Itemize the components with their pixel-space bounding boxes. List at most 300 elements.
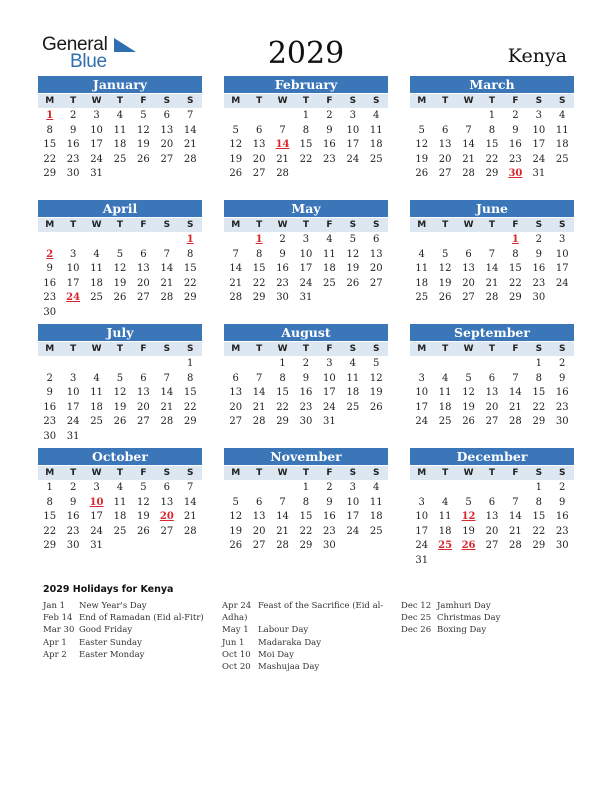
day-cell: 12 bbox=[438, 263, 452, 274]
day-cell: 18 bbox=[555, 139, 569, 150]
day-cell: 31 bbox=[532, 168, 546, 179]
day-cell: 23 bbox=[532, 277, 546, 289]
day-cell: 16 bbox=[532, 263, 546, 274]
month-january bbox=[38, 76, 202, 182]
day-cell: 2 bbox=[512, 110, 519, 121]
day-cell: 12 bbox=[113, 387, 127, 398]
day-cell: 2 bbox=[559, 482, 566, 493]
day-cell: 2 bbox=[46, 372, 53, 384]
day-cell: 15 bbox=[299, 139, 313, 150]
day-cell: 16 bbox=[276, 263, 289, 274]
weekday-label: S bbox=[373, 96, 380, 106]
day-cell: 14 bbox=[252, 387, 266, 398]
day-cell: 23 bbox=[555, 401, 569, 413]
day-grid bbox=[224, 233, 388, 306]
empty-day-cell bbox=[61, 233, 84, 248]
calendar-year: 2029 bbox=[267, 36, 345, 71]
holiday-day-cell: 25 bbox=[438, 540, 453, 551]
weekday-label: T bbox=[70, 96, 77, 106]
day-grid bbox=[224, 481, 388, 554]
weekday-label: W bbox=[91, 344, 102, 354]
holiday-day-cell: 10 bbox=[89, 496, 104, 508]
weekday-header-row bbox=[224, 342, 388, 356]
weekday-label: M bbox=[417, 468, 427, 478]
day-cell: 30 bbox=[555, 540, 569, 551]
holiday-day-cell: 1 bbox=[46, 110, 54, 121]
day-cell: 6 bbox=[465, 248, 472, 260]
day-grid bbox=[410, 357, 574, 430]
day-cell: 16 bbox=[43, 277, 57, 289]
holiday-day-cell: 26 bbox=[461, 540, 476, 551]
day-cell: 2 bbox=[535, 234, 542, 245]
day-cell: 26 bbox=[438, 292, 452, 303]
day-cell: 7 bbox=[187, 482, 194, 493]
holiday-row bbox=[43, 637, 227, 649]
holiday-row bbox=[43, 612, 227, 624]
empty-day-cell bbox=[433, 233, 456, 248]
month-header: June bbox=[410, 200, 574, 217]
empty-day-cell bbox=[247, 357, 270, 372]
weekday-label: T bbox=[256, 344, 263, 354]
day-cell: 5 bbox=[349, 234, 356, 245]
day-cell: 27 bbox=[252, 540, 266, 551]
day-cell: 9 bbox=[535, 248, 542, 260]
day-cell: 6 bbox=[488, 496, 496, 508]
day-cell: 25 bbox=[346, 401, 360, 413]
month-february bbox=[224, 76, 388, 182]
holiday-name: Easter Sunday bbox=[79, 637, 142, 648]
day-cell: 22 bbox=[509, 277, 522, 289]
day-cell: 7 bbox=[163, 248, 170, 260]
day-cell: 12 bbox=[229, 139, 243, 150]
day-cell: 28 bbox=[462, 168, 475, 179]
holiday-date: Feb 14 bbox=[43, 613, 73, 624]
holiday-row bbox=[43, 649, 227, 661]
weekday-label: W bbox=[463, 220, 474, 230]
day-cell: 11 bbox=[555, 124, 569, 136]
day-cell: 20 bbox=[252, 153, 266, 165]
day-cell: 10 bbox=[415, 511, 429, 522]
day-cell: 18 bbox=[323, 263, 336, 274]
day-cell: 7 bbox=[488, 248, 496, 260]
day-cell: 10 bbox=[415, 387, 429, 398]
weekday-label: F bbox=[326, 96, 333, 106]
holiday-name: New Year's Day bbox=[79, 601, 147, 611]
weekday-header-row bbox=[224, 218, 388, 232]
day-cell: 5 bbox=[465, 372, 472, 384]
month-october bbox=[38, 448, 202, 554]
day-cell: 3 bbox=[69, 248, 77, 260]
day-cell: 29 bbox=[43, 540, 57, 551]
day-cell: 21 bbox=[183, 511, 197, 522]
month-header: January bbox=[38, 76, 202, 93]
day-cell: 8 bbox=[46, 124, 53, 136]
holiday-date: Apr 1 bbox=[43, 637, 67, 648]
empty-day-cell bbox=[85, 357, 108, 372]
day-cell: 26 bbox=[346, 277, 360, 289]
day-cell: 29 bbox=[299, 540, 313, 551]
day-cell: 21 bbox=[252, 401, 266, 413]
day-grid bbox=[224, 357, 388, 430]
day-cell: 14 bbox=[462, 139, 475, 150]
day-cell: 11 bbox=[415, 263, 429, 274]
day-cell: 30 bbox=[323, 540, 336, 551]
month-november bbox=[224, 448, 388, 554]
day-cell: 3 bbox=[326, 358, 333, 369]
weekday-label: T bbox=[488, 344, 496, 354]
weekday-label: S bbox=[187, 468, 194, 478]
day-cell: 23 bbox=[299, 401, 313, 413]
day-cell: 1 bbox=[535, 358, 542, 369]
day-cell: 1 bbox=[302, 482, 310, 493]
holiday-column bbox=[222, 600, 406, 673]
day-cell: 23 bbox=[66, 153, 80, 165]
day-cell: 13 bbox=[160, 496, 174, 508]
day-cell: 13 bbox=[137, 263, 150, 274]
empty-day-cell bbox=[271, 109, 294, 124]
weekday-label: F bbox=[140, 468, 147, 478]
day-cell: 10 bbox=[90, 124, 103, 136]
empty-day-cell bbox=[155, 357, 178, 372]
empty-day-cell bbox=[433, 357, 456, 372]
day-cell: 17 bbox=[323, 387, 336, 398]
day-cell: 3 bbox=[559, 234, 566, 245]
holiday-name: Madaraka Day bbox=[258, 637, 322, 648]
day-cell: 22 bbox=[183, 277, 197, 289]
day-cell: 14 bbox=[485, 263, 499, 274]
weekday-label: M bbox=[231, 220, 241, 230]
day-cell: 28 bbox=[276, 168, 289, 179]
day-cell: 16 bbox=[66, 139, 80, 150]
day-cell: 24 bbox=[555, 277, 569, 289]
day-cell: 4 bbox=[93, 248, 100, 260]
weekday-label: T bbox=[256, 468, 263, 478]
day-cell: 28 bbox=[229, 292, 243, 303]
weekday-header-row bbox=[38, 342, 202, 356]
day-cell: 17 bbox=[555, 263, 569, 274]
empty-day-cell bbox=[224, 357, 247, 372]
day-cell: 29 bbox=[276, 416, 289, 427]
day-cell: 3 bbox=[302, 234, 310, 245]
weekday-label: M bbox=[45, 468, 55, 478]
day-cell: 10 bbox=[66, 387, 80, 398]
empty-day-cell bbox=[457, 109, 480, 124]
day-cell: 18 bbox=[369, 511, 383, 522]
weekday-label: T bbox=[302, 344, 310, 354]
day-cell: 17 bbox=[415, 525, 429, 537]
month-may bbox=[224, 200, 388, 306]
day-cell: 28 bbox=[485, 292, 499, 303]
day-cell: 11 bbox=[438, 511, 452, 522]
day-cell: 14 bbox=[183, 124, 197, 136]
day-cell: 19 bbox=[229, 525, 243, 537]
month-header: April bbox=[38, 200, 202, 217]
day-cell: 24 bbox=[346, 153, 360, 165]
day-cell: 31 bbox=[299, 292, 313, 303]
weekday-label: W bbox=[277, 344, 288, 354]
day-cell: 20 bbox=[160, 139, 174, 150]
day-cell: 18 bbox=[113, 511, 127, 522]
weekday-label: W bbox=[91, 96, 102, 106]
weekday-label: W bbox=[463, 344, 474, 354]
day-cell: 10 bbox=[532, 124, 546, 136]
weekday-label: S bbox=[559, 344, 566, 354]
day-cell: 25 bbox=[415, 292, 429, 303]
day-cell: 1 bbox=[535, 482, 542, 493]
day-cell: 17 bbox=[532, 139, 546, 150]
holiday-row-continuation bbox=[222, 612, 406, 624]
day-cell: 19 bbox=[462, 525, 475, 537]
weekday-label: T bbox=[442, 220, 449, 230]
weekday-label: T bbox=[256, 96, 263, 106]
empty-day-cell bbox=[433, 109, 456, 124]
day-cell: 1 bbox=[279, 358, 286, 369]
empty-day-cell bbox=[224, 481, 247, 496]
weekday-label: T bbox=[116, 220, 124, 230]
day-cell: 18 bbox=[369, 139, 383, 150]
day-cell: 27 bbox=[369, 277, 383, 289]
day-cell: 18 bbox=[113, 139, 127, 150]
holiday-name: Moi Day bbox=[258, 649, 294, 660]
day-grid bbox=[410, 481, 574, 568]
empty-day-cell bbox=[224, 109, 247, 124]
day-cell: 22 bbox=[532, 401, 546, 413]
weekday-label: F bbox=[326, 344, 333, 354]
empty-day-cell bbox=[410, 357, 433, 372]
weekday-label: F bbox=[512, 96, 519, 106]
day-cell: 28 bbox=[183, 525, 197, 537]
day-cell: 13 bbox=[160, 124, 174, 136]
day-cell: 19 bbox=[113, 277, 127, 289]
weekday-label: S bbox=[163, 344, 171, 354]
weekday-label: M bbox=[45, 344, 55, 354]
day-cell: 7 bbox=[279, 124, 286, 136]
day-cell: 15 bbox=[485, 139, 499, 150]
day-cell: 11 bbox=[346, 372, 360, 384]
weekday-header-row bbox=[410, 94, 574, 108]
day-cell: 12 bbox=[346, 248, 360, 260]
holiday-row bbox=[222, 661, 406, 673]
day-cell: 5 bbox=[140, 482, 147, 493]
day-cell: 23 bbox=[555, 525, 569, 537]
day-cell: 19 bbox=[369, 387, 383, 398]
day-cell: 4 bbox=[418, 248, 425, 260]
day-cell: 30 bbox=[555, 416, 569, 427]
day-cell: 16 bbox=[299, 387, 313, 398]
holiday-name: Feast of the Sacrifice (Eid al- bbox=[258, 601, 384, 611]
day-cell: 12 bbox=[462, 387, 475, 398]
weekday-label: M bbox=[417, 96, 427, 106]
weekday-label: S bbox=[187, 96, 194, 106]
day-cell: 9 bbox=[279, 248, 286, 260]
day-cell: 27 bbox=[137, 416, 150, 427]
weekday-header-row bbox=[38, 218, 202, 232]
day-cell: 10 bbox=[346, 124, 360, 136]
day-cell: 3 bbox=[93, 110, 100, 121]
month-march bbox=[410, 76, 574, 182]
day-cell: 29 bbox=[252, 292, 266, 303]
weekday-label: M bbox=[231, 96, 241, 106]
day-cell: 27 bbox=[137, 292, 150, 303]
day-cell: 21 bbox=[509, 401, 522, 413]
day-cell: 8 bbox=[187, 372, 194, 384]
empty-day-cell bbox=[38, 357, 61, 372]
day-cell: 24 bbox=[90, 525, 103, 537]
day-cell: 15 bbox=[509, 263, 522, 274]
day-cell: 7 bbox=[512, 496, 519, 508]
holiday-name: End of Ramadan (Eid al-Fitr) bbox=[79, 613, 204, 624]
day-cell: 18 bbox=[346, 387, 360, 398]
day-cell: 11 bbox=[113, 496, 127, 508]
day-cell: 11 bbox=[369, 496, 383, 508]
day-grid bbox=[38, 233, 202, 320]
day-cell: 10 bbox=[323, 372, 336, 384]
month-header: August bbox=[224, 324, 388, 341]
day-cell: 3 bbox=[349, 110, 356, 121]
day-cell: 17 bbox=[346, 511, 360, 522]
day-cell: 7 bbox=[465, 124, 472, 136]
day-cell: 12 bbox=[415, 139, 429, 150]
day-cell: 30 bbox=[43, 306, 57, 318]
day-cell: 1 bbox=[46, 482, 53, 493]
empty-day-cell bbox=[108, 233, 131, 248]
day-cell: 5 bbox=[465, 496, 472, 508]
day-cell: 20 bbox=[369, 263, 383, 274]
weekday-label: M bbox=[45, 96, 55, 106]
day-cell: 18 bbox=[90, 401, 103, 413]
day-cell: 16 bbox=[555, 511, 569, 522]
holiday-name-continuation: Adha) bbox=[222, 613, 248, 624]
day-cell: 5 bbox=[116, 372, 124, 384]
day-cell: 26 bbox=[229, 168, 243, 179]
day-cell: 16 bbox=[555, 387, 569, 398]
day-cell: 15 bbox=[43, 139, 57, 150]
day-cell: 14 bbox=[160, 263, 174, 274]
weekday-label: T bbox=[70, 344, 77, 354]
day-cell: 4 bbox=[349, 358, 356, 369]
day-cell: 27 bbox=[160, 525, 174, 537]
logo-text-general: General bbox=[42, 34, 108, 55]
day-cell: 2 bbox=[326, 482, 333, 493]
day-cell: 21 bbox=[276, 153, 289, 165]
day-cell: 21 bbox=[229, 277, 243, 289]
holiday-day-cell: 2 bbox=[46, 248, 54, 260]
weekday-label: W bbox=[277, 96, 288, 106]
weekday-label: F bbox=[140, 96, 147, 106]
holiday-row bbox=[222, 624, 406, 636]
holiday-day-cell: 20 bbox=[159, 511, 174, 522]
weekday-label: S bbox=[163, 220, 171, 230]
weekday-label: T bbox=[302, 220, 310, 230]
day-cell: 2 bbox=[69, 482, 77, 493]
holiday-date: Dec 25 bbox=[401, 613, 432, 624]
weekday-label: F bbox=[512, 344, 519, 354]
day-cell: 25 bbox=[369, 525, 383, 537]
day-cell: 15 bbox=[183, 387, 197, 398]
day-cell: 25 bbox=[113, 153, 127, 165]
day-cell: 22 bbox=[532, 525, 546, 537]
empty-day-cell bbox=[504, 357, 527, 372]
weekday-label: M bbox=[231, 344, 241, 354]
day-cell: 11 bbox=[90, 263, 103, 274]
weekday-header-row bbox=[38, 466, 202, 480]
empty-day-cell bbox=[410, 109, 433, 124]
day-cell: 17 bbox=[90, 139, 103, 150]
day-cell: 1 bbox=[302, 110, 310, 121]
day-cell: 17 bbox=[90, 511, 103, 522]
holiday-name: Christmas Day bbox=[437, 613, 501, 624]
day-cell: 6 bbox=[232, 372, 239, 384]
day-cell: 13 bbox=[369, 248, 383, 260]
day-cell: 16 bbox=[66, 511, 80, 522]
day-cell: 29 bbox=[183, 416, 197, 427]
day-cell: 21 bbox=[462, 153, 475, 165]
day-cell: 20 bbox=[438, 153, 452, 165]
day-cell: 23 bbox=[66, 525, 80, 537]
holiday-column bbox=[43, 600, 227, 661]
weekday-label: S bbox=[163, 468, 171, 478]
day-cell: 12 bbox=[229, 511, 243, 522]
day-cell: 26 bbox=[113, 416, 127, 427]
day-cell: 22 bbox=[43, 153, 57, 165]
weekday-label: W bbox=[91, 220, 102, 230]
day-cell: 10 bbox=[555, 248, 569, 260]
country-name: Kenya bbox=[507, 45, 567, 67]
weekday-label: T bbox=[70, 220, 77, 230]
day-cell: 20 bbox=[252, 525, 266, 537]
empty-day-cell bbox=[504, 481, 527, 496]
holiday-day-cell: 12 bbox=[461, 511, 476, 522]
day-cell: 28 bbox=[509, 540, 522, 551]
day-cell: 3 bbox=[93, 482, 100, 493]
day-cell: 17 bbox=[346, 139, 360, 150]
day-cell: 28 bbox=[160, 292, 174, 303]
day-cell: 26 bbox=[415, 168, 429, 179]
day-cell: 19 bbox=[438, 277, 452, 289]
weekday-label: W bbox=[277, 220, 288, 230]
holiday-name: Mashujaa Day bbox=[258, 661, 320, 672]
day-cell: 7 bbox=[163, 372, 170, 384]
day-cell: 19 bbox=[229, 153, 243, 165]
day-cell: 5 bbox=[116, 248, 124, 260]
day-grid bbox=[410, 233, 574, 306]
holiday-date: Dec 12 bbox=[401, 601, 432, 611]
weekday-header-row bbox=[224, 94, 388, 108]
month-header: December bbox=[410, 448, 574, 465]
month-header: November bbox=[224, 448, 388, 465]
day-cell: 25 bbox=[438, 416, 452, 427]
holiday-name: Easter Monday bbox=[79, 649, 145, 660]
day-cell: 14 bbox=[509, 511, 522, 522]
day-cell: 30 bbox=[276, 292, 289, 303]
day-cell: 21 bbox=[276, 525, 289, 537]
day-cell: 8 bbox=[255, 248, 263, 260]
day-cell: 3 bbox=[69, 372, 77, 384]
empty-day-cell bbox=[457, 481, 480, 496]
day-cell: 23 bbox=[43, 416, 57, 427]
day-cell: 14 bbox=[276, 511, 289, 522]
day-cell: 2 bbox=[279, 234, 286, 245]
day-cell: 11 bbox=[369, 124, 383, 136]
holiday-date: Jan 1 bbox=[43, 601, 66, 611]
day-cell: 15 bbox=[532, 387, 546, 398]
day-cell: 23 bbox=[43, 292, 57, 303]
weekday-label: S bbox=[163, 96, 171, 106]
day-cell: 7 bbox=[187, 110, 194, 121]
weekday-label: W bbox=[277, 468, 288, 478]
month-header: October bbox=[38, 448, 202, 465]
day-cell: 21 bbox=[183, 139, 197, 150]
